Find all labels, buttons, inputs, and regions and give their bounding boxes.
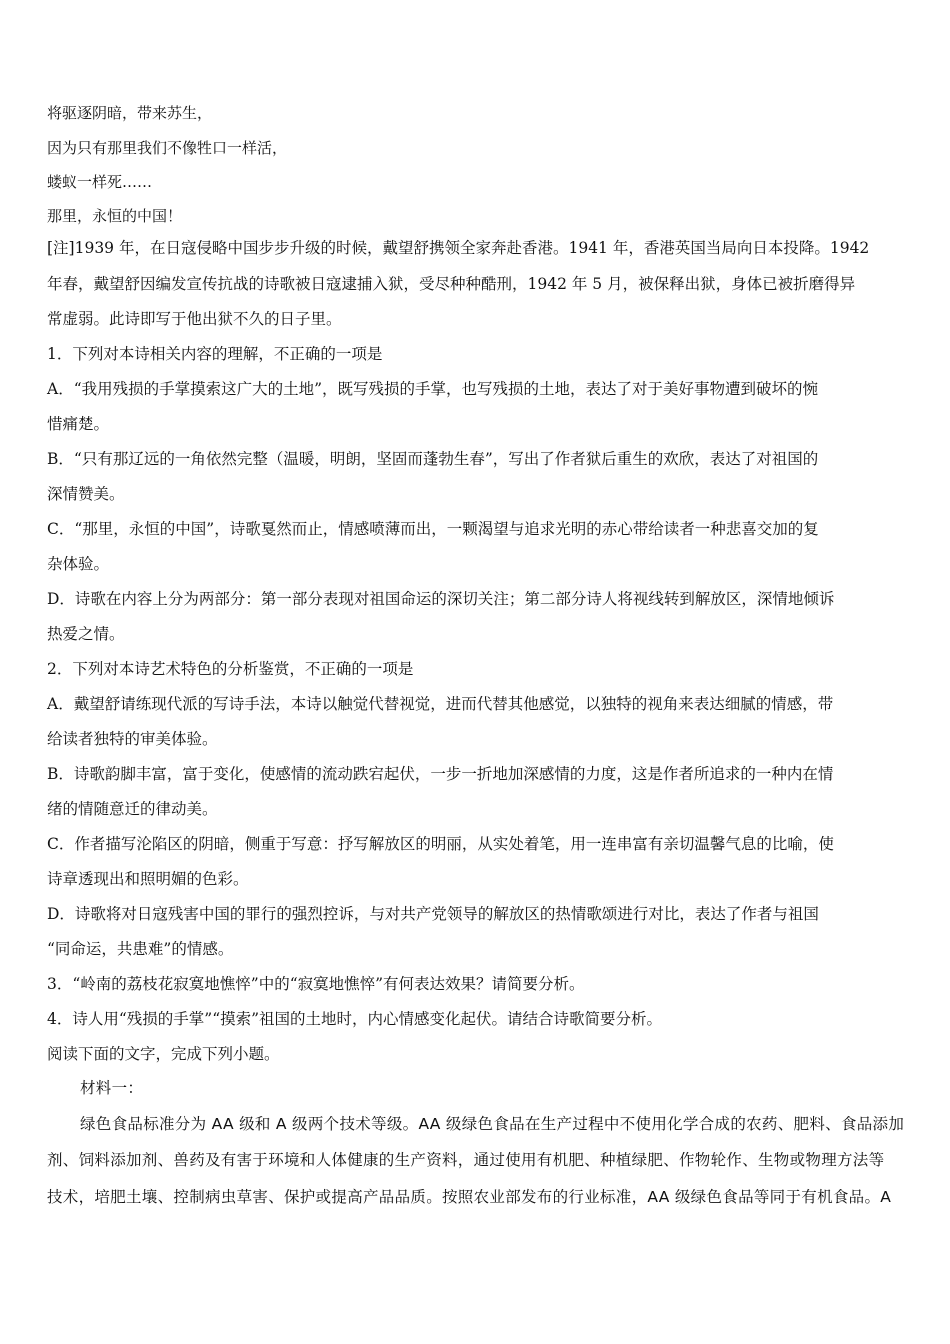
question-4: 4．诗人用“残损的手掌”“摸索”祖国的土地时，内心情感变化起伏。请结合诗歌简要分析。 (47, 1010, 663, 1028)
material-paragraph-line: 技术，培肥土壤、控制病虫草害、保护或提高产品品质。按照农业部发布的行业标准，AA 级绿色食品等同于有机食品。A (47, 1188, 892, 1206)
q1-option-b: 深情赞美。 (47, 485, 125, 503)
note-line: 常虚弱。此诗即写于他出狱不久的日子里。 (47, 310, 342, 328)
q2-option-d: “同命运，共患难”的情感。 (47, 940, 234, 958)
note-line: [注]1939 年，在日寇侵略中国步步升级的时候，戴望舒携领全家奔赴香港。1941 年，香港英国当局向日本投降。1942 (47, 239, 870, 257)
poem-line: 蝼蚁一样死…… (47, 173, 153, 191)
q2-option-b: B．诗歌韵脚丰富，富于变化，使感情的流动跌宕起伏，一步一折地加深感情的力度，这是作者所追求的一种内在情 (47, 765, 834, 783)
q2-option-a: 给读者独特的审美体验。 (47, 730, 218, 748)
q1-option-b: B．“只有那辽远的一角依然完整（温暖，明朗，坚固而蓬勃生春”，写出了作者狱后重生的欢欣，表达了对祖国的 (47, 450, 819, 468)
q1-option-d: 热爱之情。 (47, 625, 125, 643)
poem-line: 将驱逐阴暗，带来苏生， (47, 104, 213, 122)
q2-option-c: 诗章透现出和照明媚的色彩。 (47, 870, 249, 888)
q1-option-c: C．“那里，永恒的中国”，诗歌戛然而止，情感喷薄而出，一颗渴望与追求光明的赤心带给读者一种悲喜交加的复 (47, 520, 819, 538)
question-1-stem: 1．下列对本诗相关内容的理解，不正确的一项是 (47, 345, 383, 363)
q2-option-a: A．戴望舒请练现代派的写诗手法，本诗以触觉代替视觉，进而代替其他感觉，以独特的视角来表达细腻的情感，带 (47, 695, 834, 713)
material-heading: 材料一： (80, 1079, 144, 1097)
q2-option-d: D．诗歌将对日寇残害中国的罪行的强烈控诉，与对共产党领导的解放区的热情歌颂进行对比，表达了作者与祖国 (47, 905, 819, 923)
note-line: 年春，戴望舒因编发宣传抗战的诗歌被日寇逮捕入狱，受尽种种酷刑，1942 年 5 月，被保释出狱，身体已被折磨得异 (47, 275, 856, 293)
q2-option-c: C．作者描写沦陷区的阴暗，侧重于写意：抒写解放区的明丽，从实处着笔，用一连串富有亲切温馨气息的比喻，使 (47, 835, 834, 853)
poem-line: 那里，永恒的中国！ (47, 207, 183, 225)
q1-option-c: 杂体验。 (47, 555, 110, 573)
q1-option-d: D．诗歌在内容上分为两部分：第一部分表现对祖国命运的深切关注；第二部分诗人将视线转到解放区，深情地倾诉 (47, 590, 835, 608)
q1-option-a: A．“我用残损的手掌摸索这广大的土地”，既写残损的手掌，也写残损的土地，表达了对于美好事物遭到破坏的惋 (47, 380, 819, 398)
question-3: 3．“岭南的荔枝花寂寞地憔悴”中的“寂寞地憔悴”有何表达效果？请简要分析。 (47, 975, 585, 993)
material-paragraph-line: 剂、饲料添加剂、兽药及有害于环境和人体健康的生产资料，通过使用有机肥、种植绿肥、作物轮作、生物或物理方法等 (47, 1151, 885, 1169)
q2-option-b: 绪的情随意迁的律动美。 (47, 800, 218, 818)
material-paragraph-line: 绿色食品标准分为 AA 级和 A 级两个技术等级。AA 级绿色食品在生产过程中不使用化学合成的农药、肥料、食品添加 (80, 1115, 905, 1133)
q1-option-a: 惜痛楚。 (47, 415, 110, 433)
poem-line: 因为只有那里我们不像牲口一样活， (47, 139, 288, 157)
reading-instruction: 阅读下面的文字，完成下列小题。 (47, 1045, 280, 1063)
question-2-stem: 2．下列对本诗艺术特色的分析鉴赏，不正确的一项是 (47, 660, 414, 678)
